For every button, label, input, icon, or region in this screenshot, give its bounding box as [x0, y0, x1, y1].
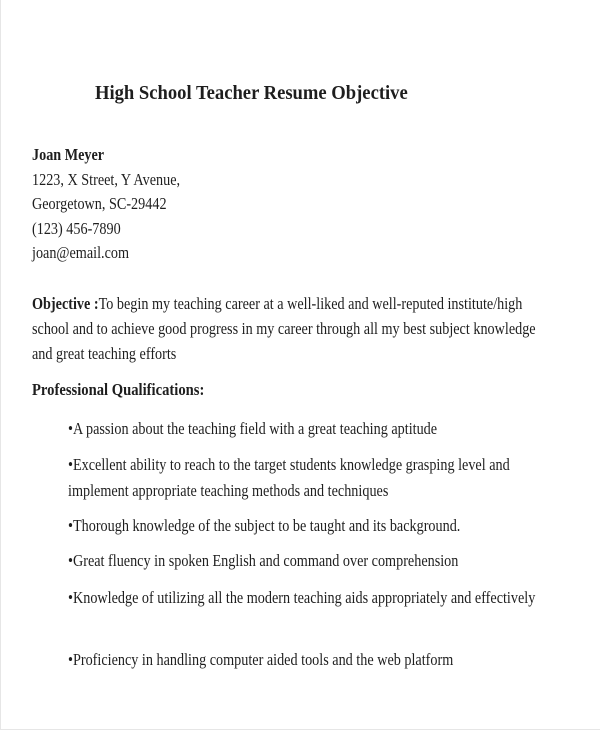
qualification-text: A passion about the teaching field with a great teaching aptitude — [72, 419, 438, 438]
qualification-item — [68, 647, 550, 673]
objective-paragraph — [32, 291, 557, 366]
contact-name: Joan Meyer — [32, 145, 105, 164]
qualification-item — [68, 585, 550, 611]
qualifications-heading: Professional Qualifications: — [32, 380, 205, 399]
objective-text: To begin my teaching career at a well-liked and well-reputed institute/high school and to achieve good progress in my career through all my best subject knowledge and great teaching efforts — [32, 294, 536, 363]
bullet-icon: • — [68, 419, 73, 438]
bullet-icon: • — [68, 516, 73, 535]
contact-phone: (123) 456-7890 — [32, 218, 121, 238]
bullet-icon: • — [68, 588, 73, 607]
qualification-item — [68, 452, 550, 504]
contact-address-line-1: 1223, X Street, Y Avenue, — [32, 169, 181, 189]
qualification-text: Excellent ability to reach to the target students knowledge grasping level and implement appropriate teaching methods and techniques — [68, 455, 510, 500]
qualification-item — [68, 513, 550, 539]
bullet-icon: • — [68, 650, 73, 669]
objective-label: Objective : — [32, 294, 99, 313]
qualification-text: Great fluency in spoken English and command over comprehension — [72, 551, 459, 570]
bullet-icon: • — [68, 551, 73, 570]
qualification-text: Knowledge of utilizing all the modern teaching aids appropriately and effectively — [72, 588, 536, 607]
page-title: High School Teacher Resume Objective — [95, 82, 408, 104]
qualification-item — [68, 548, 550, 574]
contact-email: joan@email.com — [32, 243, 130, 262]
contact-block — [32, 143, 572, 266]
qualification-text: Thorough knowledge of the subject to be taught and its background. — [72, 516, 461, 535]
bullet-icon: • — [68, 455, 73, 474]
qualification-text: Proficiency in handling computer aided tools and the web platform — [72, 650, 454, 669]
contact-address-line-2: Georgetown, SC-29442 — [32, 194, 167, 213]
qualification-item — [68, 416, 550, 442]
